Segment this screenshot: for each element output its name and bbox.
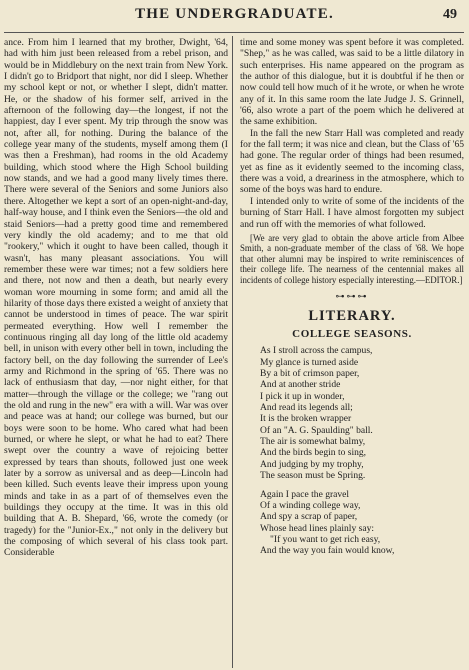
running-head [0, 4, 469, 26]
poem-line: And the way you fain would know, [260, 545, 395, 557]
page-number: 49 [443, 7, 457, 22]
poem-line: It is the broken wrapper [260, 413, 352, 425]
poem-stanza [240, 345, 464, 481]
poem-line: And at another stride [260, 379, 341, 391]
poem-line: As I stroll across the campus, [260, 345, 373, 357]
paragraph: I intended only to write of some of the incidents of the burning of Starr Hall. I have almost forgotten my subject and run off with the memories of what followed. [240, 195, 464, 230]
header-rule [4, 32, 464, 33]
poem-line: And judging by my trophy, [260, 458, 364, 470]
poem-line: "If you want to get rich easy, [270, 533, 381, 545]
poem-line: I pick it up in wonder, [260, 390, 345, 402]
journal-title: THE UNDERGRADUATE. [135, 6, 334, 22]
poem-line: The season must be Spring. [260, 470, 366, 482]
poem-line: Again I pace the gravel [260, 488, 350, 500]
section-heading: LITERARY. [308, 307, 396, 324]
poem-line: My glance is turned aside [260, 356, 359, 368]
poem-line: The air is somewhat balmy, [260, 436, 366, 448]
paragraph: time and some money was spent before it was completed. "Shep," as he was called, was said to be a little dilatory in such enterprises. His name appeared on the program as the author of this dialogue, but it is doubtful if he then or now could tell how much of it he wrote, or when he wrote any of it. In this same room the late Judge J. S. Grinnell, '66, also wrote a part of the poem which he delivered at the same exhibition. [240, 37, 464, 128]
poem-line: Whose head lines plainly say: [260, 522, 375, 534]
poem-stanza [240, 489, 464, 557]
poem-line: Of a winding college way, [260, 499, 361, 511]
left-column [4, 37, 228, 669]
poem-line: By a bit of crimson paper, [260, 368, 360, 380]
ornament-divider: ⊶⊶⊶ [335, 291, 369, 302]
column-divider [232, 36, 233, 668]
right-column [240, 37, 464, 669]
poem-line: And spy a scrap of paper, [260, 511, 358, 523]
poem-line: And read its legends all; [260, 402, 353, 414]
poem-line: And the birds begin to sing, [260, 447, 367, 459]
poem-title: COLLEGE SEASONS. [292, 328, 412, 341]
left-column-text: ance. From him I learned that my brother, Dwight, '64, had with him just been released from a rebel prison, and would be in Middlebury on the next train from New York. I didn't go to Bridport that night, nor did I sleep. Whether my school kept or not, or whether I slept, didn't matter. He, or the shadow of his former self, arrived in the afternoon of the following day—the longest, if not the happiest, day I ever spent. My trip through the snow was not, after all, for nothing. During the balance of the college year many of the students, myself among them (I was then a Freshman), had rooms in the old Academy building, which stood where the High School building now stands, and we had a good many lively times there. There were several of the Seniors and some Juniors also there. Altogether we kept a sort of an open-night-and-day, half-way house, and I think even the Seniors—the old and staid Seniors—had a pretty good time and remembered very kindly the old academy; and to me that old "rookery," which it ought to have been called, though it wasn't, has many pleasant associations. You will remember these were war times; not a few soldiers here and there, not now and then a death, but nearly every woman wore mourning in some form; and amid all the hilarity of those days there existed a weight of anxiety that cannot be understood in times of peace. The war spirit permeated everything. How well I remember the continuous ringing all day long of the little old academy bell, in unison with every other bell in town, including the factory bell, on the day following the surrender of Lee's army and Richmond in the spring of '65. There was no lack of enthusiasm that day, —nor night either, for that matter—through the village or the college; we "rang out the old and rung in the new" era with a will. War was over and peace was at hand; our college was burned, but our boys were soon to be home. Who cared what had been burned, or where he slept, or what he had to eat? There swept over the country a wave of rejoicing better expressed by tears than shouts, followed just one week later by a sorrow as universal and as deep—Lincoln had been killed. Such events leave their impress upon young minds and take in as a part of of themselves even the buildings they occupy at the time. It was in this old building that A. B. Shepard, '66, wrote the comedy (or tragedy) for the "Junior-Ex.," not only in the delivery but the composing of which several of his class took part. Considerable [4, 37, 228, 559]
editor-note: [We are very glad to obtain the above article from Albee Smith, a non-graduate member of the class of '68. We hope that other alumni may be inspired to write reminiscences of their college life. The nearness of the centennial makes all incidents of college history especially interesting.—EDITOR.] [240, 232, 464, 285]
paragraph: In the fall the new Starr Hall was completed and ready for the fall term; it was nice and clean, but the Class of '65 had gone. The regular order of things had been resumed, yet as fine as it evidently seemed to the incoming class, there was a void, a dreariness in the atmosphere, which to some of the boys was hard to endure. [240, 127, 464, 196]
poem-line: Of an "A. G. Spaulding" ball. [260, 424, 373, 436]
